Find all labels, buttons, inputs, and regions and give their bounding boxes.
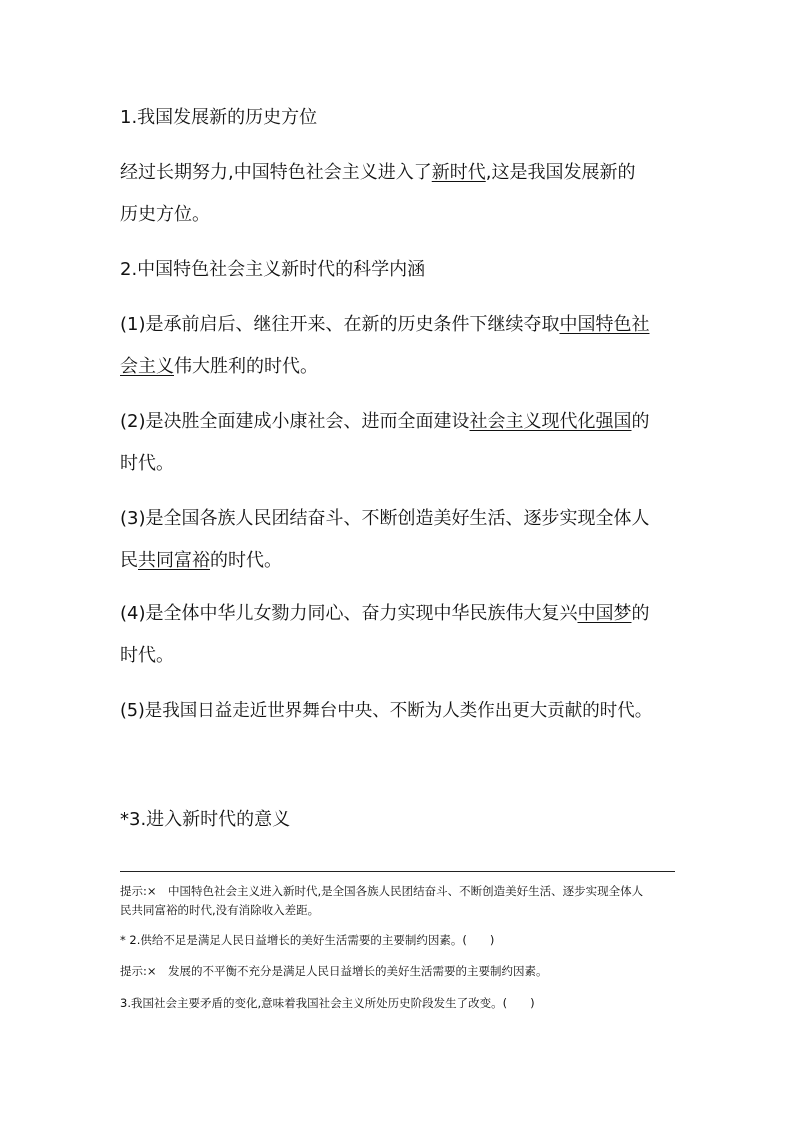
underlined-term-new-era: 新时代 xyxy=(431,162,486,183)
text-segment: 伟大胜利的时代。 xyxy=(174,356,318,377)
item-4-line-2: 时代。 xyxy=(120,645,174,666)
item-2-line-2: 时代。 xyxy=(120,453,174,474)
underlined-term: 社会主义现代化强国 xyxy=(469,411,632,432)
section-1-heading: 1.我国发展新的历史方位 xyxy=(120,107,318,128)
section-1-paragraph-line-2: 历史方位。 xyxy=(120,204,210,225)
text-segment: (1)是承前启后、继往开来、在新的历史条件下继续夺取 xyxy=(120,314,560,335)
text-segment: (2)是决胜全面建成小康社会、进而全面建设 xyxy=(120,411,470,432)
note-4: 3.我国社会主要矛盾的变化,意味着我国社会主义所处历史阶段发生了改变。( ) xyxy=(120,996,535,1010)
item-3-line-2 xyxy=(120,549,282,573)
footnote-divider xyxy=(120,871,675,872)
item-1-line-1 xyxy=(120,313,650,337)
text-segment: 民 xyxy=(120,550,138,571)
note-2: * 2.供给不足是满足人民日益增长的美好生活需要的主要制约因素。( ) xyxy=(120,933,495,947)
item-2-line-1 xyxy=(120,410,650,434)
underlined-term: 共同富裕 xyxy=(138,550,210,571)
item-4-line-1 xyxy=(120,602,650,626)
note-1-line-2: 民共同富裕的时代,没有消除收入差距。 xyxy=(120,903,320,917)
section-2-heading: 2.中国特色社会主义新时代的科学内涵 xyxy=(120,259,426,280)
item-5-line-1: (5)是我国日益走近世界舞台中央、不断为人类作出更大贡献的时代。 xyxy=(120,701,653,721)
note-1-line-1: 提示:× 中国特色社会主义进入新时代,是全国各族人民团结奋斗、不断创造美好生活、逐步实现全体人 xyxy=(120,884,644,898)
note-3: 提示:× 发展的不平衡不充分是满足人民日益增长的美好生活需要的主要制约因素。 xyxy=(120,964,548,978)
text-segment: (4)是全体中华儿女勠力同心、奋力实现中华民族伟大复兴 xyxy=(120,603,578,624)
text-segment: 的时代。 xyxy=(210,550,282,571)
text-segment: ,这是我国发展新的 xyxy=(485,162,636,183)
section-1-paragraph-line-1 xyxy=(120,161,635,185)
text-segment: 经过长期努力,中国特色社会主义进入了 xyxy=(120,162,432,183)
text-segment: 的 xyxy=(631,603,650,624)
item-1-line-2 xyxy=(120,355,318,379)
item-3-line-1: (3)是全国各族人民团结奋斗、不断创造美好生活、逐步实现全体人 xyxy=(120,508,650,529)
underlined-term: 会主义 xyxy=(120,356,174,377)
text-segment: 的 xyxy=(631,411,650,432)
section-3-heading: *3.进入新时代的意义 xyxy=(120,809,291,830)
underlined-term: 中国梦 xyxy=(577,603,632,624)
underlined-term: 中国特色社 xyxy=(559,314,650,335)
